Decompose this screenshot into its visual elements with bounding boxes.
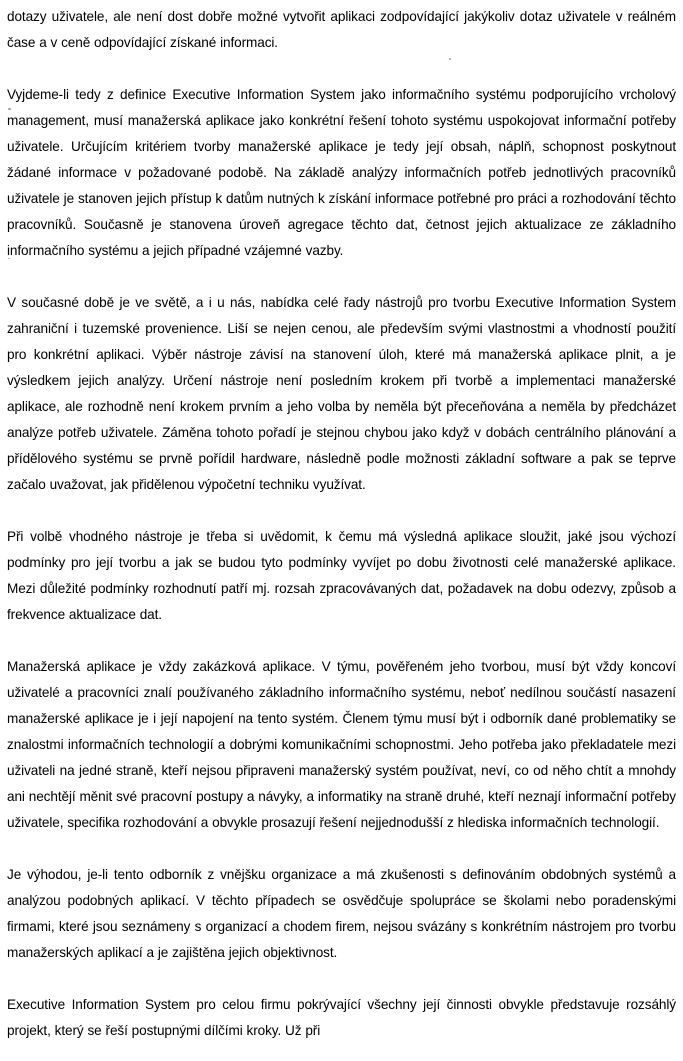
paragraph-4: Při volbě vhodného nástroje je třeba si uvědomit, k čemu má výsledná aplikace sloužit, jaké jsou výchozí podmínky pro její tvorbu a jak se budou tyto podmínky vyvíjet po dobu životnosti celé manažerské aplikace. Mezi důležité podmínky rozhodnutí patří mj. rozsah zpracovávaných dat, požadavek na dobu odezvy, způsob a frekvence aktualizace dat. bbox=[7, 529, 676, 622]
paragraph-1: dotazy uživatele, ale není dost dobře možné vytvořit aplikaci zodpovídající jakýkoliv dotaz uživatele v reálném čase a v ceně odpovídající získané informaci. bbox=[7, 9, 676, 50]
paragraph-6: Je výhodou, je-li tento odborník z vnějšku organizace a má zkušenosti s definováním obdobných systémů a analýzou podobných aplikací. V těchto případech se osvědčuje spolupráce se školami nebo poradenskými firmami, které jsou seznámeny s organizací a chodem firem, nejsou svázány s konkrétním nástrojem pro tvorbu manažerských aplikací a je zajištěna jejich objektivnost. bbox=[7, 867, 676, 960]
body-text-column bbox=[7, 0, 676, 1044]
paragraph-5: Manažerská aplikace je vždy zakázková aplikace. V týmu, pověřeném jeho tvorbou, musí být vždy koncoví uživatelé a pracovníci znalí používaného základního informačního systému, neboť nedílnou součástí nasazení manažerské aplikace je i její napojení na tento systém. Členem týmu musí být i odborník dané problematiky se znalostmi informačních technologií a dobrými komunikačními schopnostmi. Jeho potřeba jako překladatele mezi uživateli na jedné straně, kteří nejsou připraveni manažerský systém používat, neví, co od něho chtít a mnohdy ani nechtějí měnit své pracovní postupy a návyky, a informatiky na straně druhé, kteří neznají informační potřeby uživatele, specifika rozhodování a obvykle prosazují řešení nejjednodušší z hlediska informačních technologií. bbox=[7, 659, 676, 830]
paragraph-3: V současné době je ve světě, a i u nás, nabídka celé řady nástrojů pro tvorbu Executive Information System zahraniční i tuzemské provenience. Liší se nejen cenou, ale především svými vlastnostmi a vhodností použití pro konkrétní aplikaci. Výběr nástroje závisí na stanovení úloh, které má manažerská aplikace plnit, a je výsledkem jejich analýzy. Určení nástroje není posledním krokem při tvorbě a implementaci manažerské aplikace, ale rozhodně není krokem prvním a jeho volba by neměla být přeceňována a neměla by předcházet analýze potřeb uživatele. Záměna tohoto pořadí je stejnou chybou jako když v dobách centrálního plánování a přídělového systému se prvně pořídil hardware, následně podle možnosti základní software a pak se teprve začalo uvažovat, jak přidělenou výpočetní techniku využívat. bbox=[7, 295, 676, 492]
paragraph-7: Executive Information System pro celou firmu pokrývající všechny její činnosti obvykle představuje rozsáhlý projekt, který se řeší postupnými dílčími kroky. Už při bbox=[7, 997, 676, 1038]
paragraph-2: Vyjdeme-li tedy z definice Executive Information System jako informačního systému podporujícího vrcholový management, musí manažerská aplikace jako konkrétní řešení tohoto systému uspokojovat informační potřeby uživatele. Určujícím kritériem tvorby manažerské aplikace je tedy její obsah, náplň, schopnost poskytnout žádané informace v požadované podobě. Na základě analýzy informačních potřeb jednotlivých pracovníků uživatele je stanoven jejich přístup k datům nutných k získání informace potřebné pro práci a rozhodování těchto pracovníků. Současně je stanovena úroveň agregace těchto dat, četnost jejich aktualizace ze základního informačního systému a jejich případné vzájemné vazby. bbox=[7, 87, 676, 258]
